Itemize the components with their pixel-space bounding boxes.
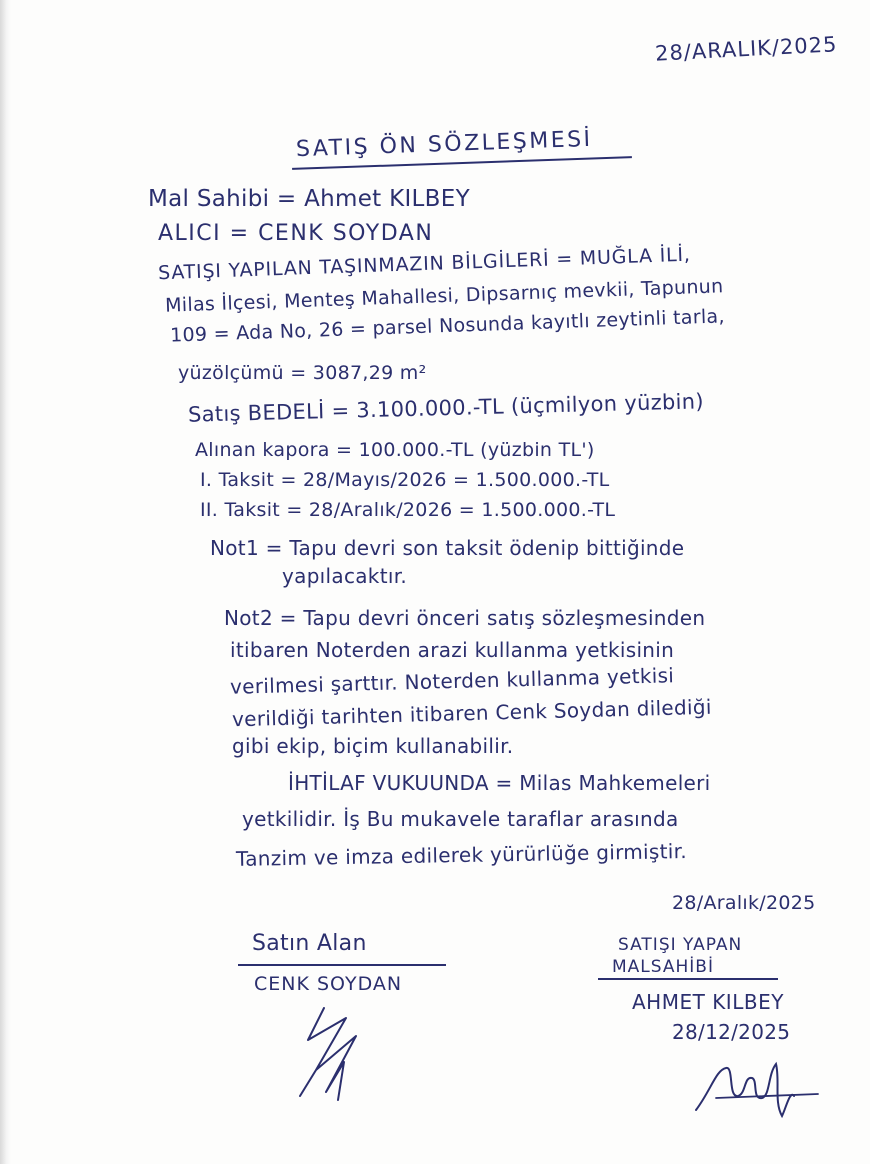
note-2-line-5: gibi ekip, biçim kullanabilir. xyxy=(232,734,514,758)
installment-2-line: II. Taksit = 28/Aralık/2026 = 1.500.000.-TL xyxy=(200,499,616,521)
buyer-name: CENK SOYDAN xyxy=(254,973,403,995)
area-line: yüzölçümü = 3087,29 m² xyxy=(178,362,427,384)
note-2-line-1: Not2 = Tapu devri önceri satış sözleşmesinden xyxy=(224,606,706,630)
buyer-signature-label: Satın Alan xyxy=(252,931,367,956)
seller-signature-label-2: MALSAHİBİ xyxy=(612,957,714,977)
contract-date: 28/Aralık/2025 xyxy=(672,892,816,914)
sale-price-line: Satış BEDELİ = 3.100.000.-TL (üçmilyon yüzbin) xyxy=(187,389,705,427)
note-1-line-2: yapılacaktır. xyxy=(282,564,408,588)
property-info-line-2: Milas İlçesi, Menteş Mahallesi, Dipsarnıç mevkii, Tapunun xyxy=(164,275,724,317)
page-edge-shadow xyxy=(0,0,11,1164)
deposit-line: Alınan kapora = 100.000.-TL (yüzbin TL') xyxy=(195,439,595,461)
buyer-label-underline xyxy=(238,964,446,966)
dispute-line-3: Tanzim ve imza edilerek yürürlüğe girmiştir. xyxy=(235,839,688,871)
property-info-line-1: SATIŞI YAPILAN TAŞINMAZIN BİLGİLERİ = MUĞLA İLİ, xyxy=(157,243,692,285)
installment-1-line: I. Taksit = 28/Mayıs/2026 = 1.500.000.-TL xyxy=(200,469,610,491)
seller-signature xyxy=(686,1050,826,1130)
owner-line: Mal Sahibi = Ahmet KILBEY xyxy=(148,186,470,212)
seller-signature-label-1: SATIŞI YAPAN xyxy=(618,935,743,955)
dispute-line-2: yetkilidir. İş Bu mukavele taraflar arasında xyxy=(242,807,679,831)
document-title: SATIŞ ÖN SÖZLEŞMESİ xyxy=(295,126,594,163)
buyer-line: ALICI = CENK SOYDAN xyxy=(158,221,434,246)
property-info-line-3: 109 = Ada No, 26 = parsel Nosunda kayıtlı zeytinli tarla, xyxy=(169,305,726,347)
seller-label-underline xyxy=(598,978,778,980)
dispute-line-1: İHTİLAF VUKUUNDA = Milas Mahkemeleri xyxy=(288,771,711,795)
buyer-signature xyxy=(286,1000,376,1110)
seller-signature-date: 28/12/2025 xyxy=(672,1020,791,1044)
note-2-line-3: verilmesi şarttır. Noterden kullanma yetkisi xyxy=(229,663,675,699)
seller-name: AHMET KILBEY xyxy=(632,990,784,1014)
note-1-line-1: Not1 = Tapu devri son taksit ödenip bittiğinde xyxy=(210,536,685,560)
note-2-line-2: itibaren Noterden arazi kullanma yetkisinin xyxy=(230,638,675,662)
note-2-line-4: verildiği tarihten itibaren Cenk Soydan dilediği xyxy=(231,694,712,732)
header-date: 28/ARALIK/2025 xyxy=(654,32,838,66)
